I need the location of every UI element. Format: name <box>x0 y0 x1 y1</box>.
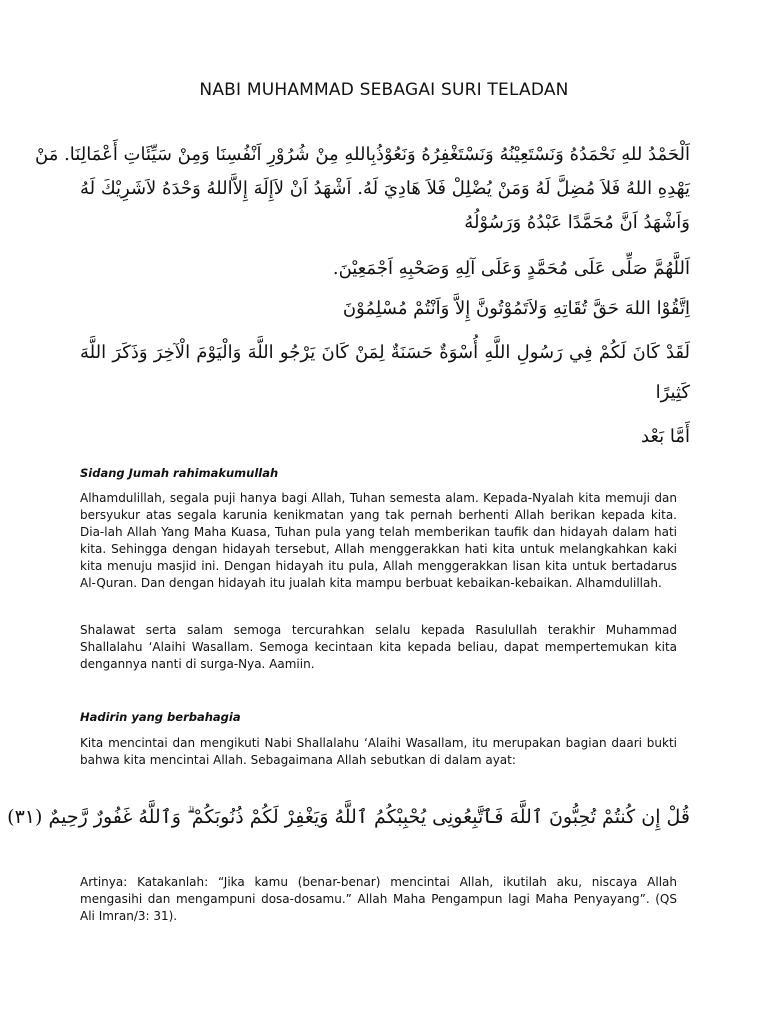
page-title: NABI MUHAMMAD SEBAGAI SURI TELADAN <box>199 80 569 100</box>
section-heading-sidang-jumah: Sidang Jumah rahimakumullah <box>80 466 279 480</box>
arabic-opening-line-3: وَاَشْهَدُ اَنَّ مُحَمَّدًا عَبْدُهُ وَرَسُوْلُهُ <box>464 212 690 233</box>
arabic-amma-badu: أَمَّا بَعْد <box>641 426 690 447</box>
arabic-opening-line-1: اَلْحَمْدُ للهِ نَحْمَدُهُ وَنَسْتَعِيْنُهُ وَنَسْتَغْفِرُهُ وَنَعُوْذُبِاللهِ مِنْ شُرُوْرِ اَنْفُسِنَا وَمِنْ سَيِّئَاتِ أَعْمَالِنَا. مَنْ <box>35 144 690 165</box>
arabic-opening-line-2: يَهْدِهِ اللهُ فَلاَ مُضِلَّ لَهُ وَمَنْ يُضْلِلْ فَلاَ هَادِيَ لَهُ. اَشْهَدُ اَنْ لاَإِلَهَ إِلاَّاللهُ وَحْدَهُ لاَشَرِيْكَ لَهُ <box>80 178 690 199</box>
quran-verse-ali-imran-31: قُلْ إِن كُنتُمْ تُحِبُّونَ ٱللَّهَ فَٱتَّبِعُونِى يُحْبِبْكُمُ ٱللَّهُ وَيَغْفِرْ لَكُمْ ذُنُوبَكُمْ ۗ وَٱللَّهُ غَفُورٌ رَّحِيمٌ (٣١) <box>7 806 690 828</box>
arabic-verse-uswah-line-2: كَثِيرًا <box>655 382 690 403</box>
arabic-shalawat-line: اَللَّهُمَّ صَلِّى عَلَى مُحَمَّدٍ وَعَلَى آلِهِ وَصَحْبِهِ اَجْمَعِيْنَ. <box>332 258 690 279</box>
arabic-taqwa-line: اِتَّقُوْا اللهَ حَقَّ تُقَاتِهِ وَلاَتَمُوْتُونَّ إِلاَّ وَاَنْتُمْ مُسْلِمُوْنَ <box>342 298 690 319</box>
section-heading-hadirin: Hadirin yang berbahagia <box>80 710 241 724</box>
paragraph-shalawat: Shalawat serta salam semoga tercurahkan selalu kepada Rasulullah terakhir Muhammad Shallalahu ‘Alaihi Wasallam. Semoga kecintaan kita kepada beliau, dapat mempertemukan kita dengannya nanti di surga-Nya. Aamiin. <box>80 623 677 671</box>
arabic-verse-uswah-line-1: لَقَدْ كَانَ لَكُمْ فِي رَسُولِ اللَّهِ أُسْوَةٌ حَسَنَةٌ لِمَنْ كَانَ يَرْجُو اللَّهَ وَالْيَوْمَ الْآخِرَ وَذَكَرَ اللَّهَ <box>80 342 690 363</box>
paragraph-alhamdulillah: Alhamdulillah, segala puji hanya bagi Allah, Tuhan semesta alam. Kepada-Nyalah kita memuji dan bersyukur atas segala karunia kenikmatan yang tak pernah berhenti Allah berikan kepada kita. Dia-lah Allah Yang Maha Kuasa, Tuhan pula yang telah memberikan taufik dan hidayah dalam hati kita. Sehingga dengan hidayah tersebut, Allah menggerakkan hati kita untuk melangkahkan kaki kita menuju masjid ini. Dengan hidayah itu pula, Allah menggerakkan lisan kita untuk bertadarus Al-Quran. Dan dengan hidayah itu jualah kita mampu berbuat kebaikan-kebaikan. Alhamdulillah. <box>80 491 677 590</box>
paragraph-translation: Artinya: Katakanlah: “Jika kamu (benar-benar) mencintai Allah, ikutilah aku, niscaya Allah mengasihi dan mengampuni dosa-dosamu.” Allah Maha Pengampun lagi Maha Penyayang”. (QS Ali Imran/3: 31). <box>80 875 677 923</box>
paragraph-mencintai-nabi: Kita mencintai dan mengikuti Nabi Shallalahu ‘Alaihi Wasallam, itu merupakan bagian daari bukti bahwa kita mencintai Allah. Sebagaimana Allah sebutkan di dalam ayat: <box>80 736 677 767</box>
